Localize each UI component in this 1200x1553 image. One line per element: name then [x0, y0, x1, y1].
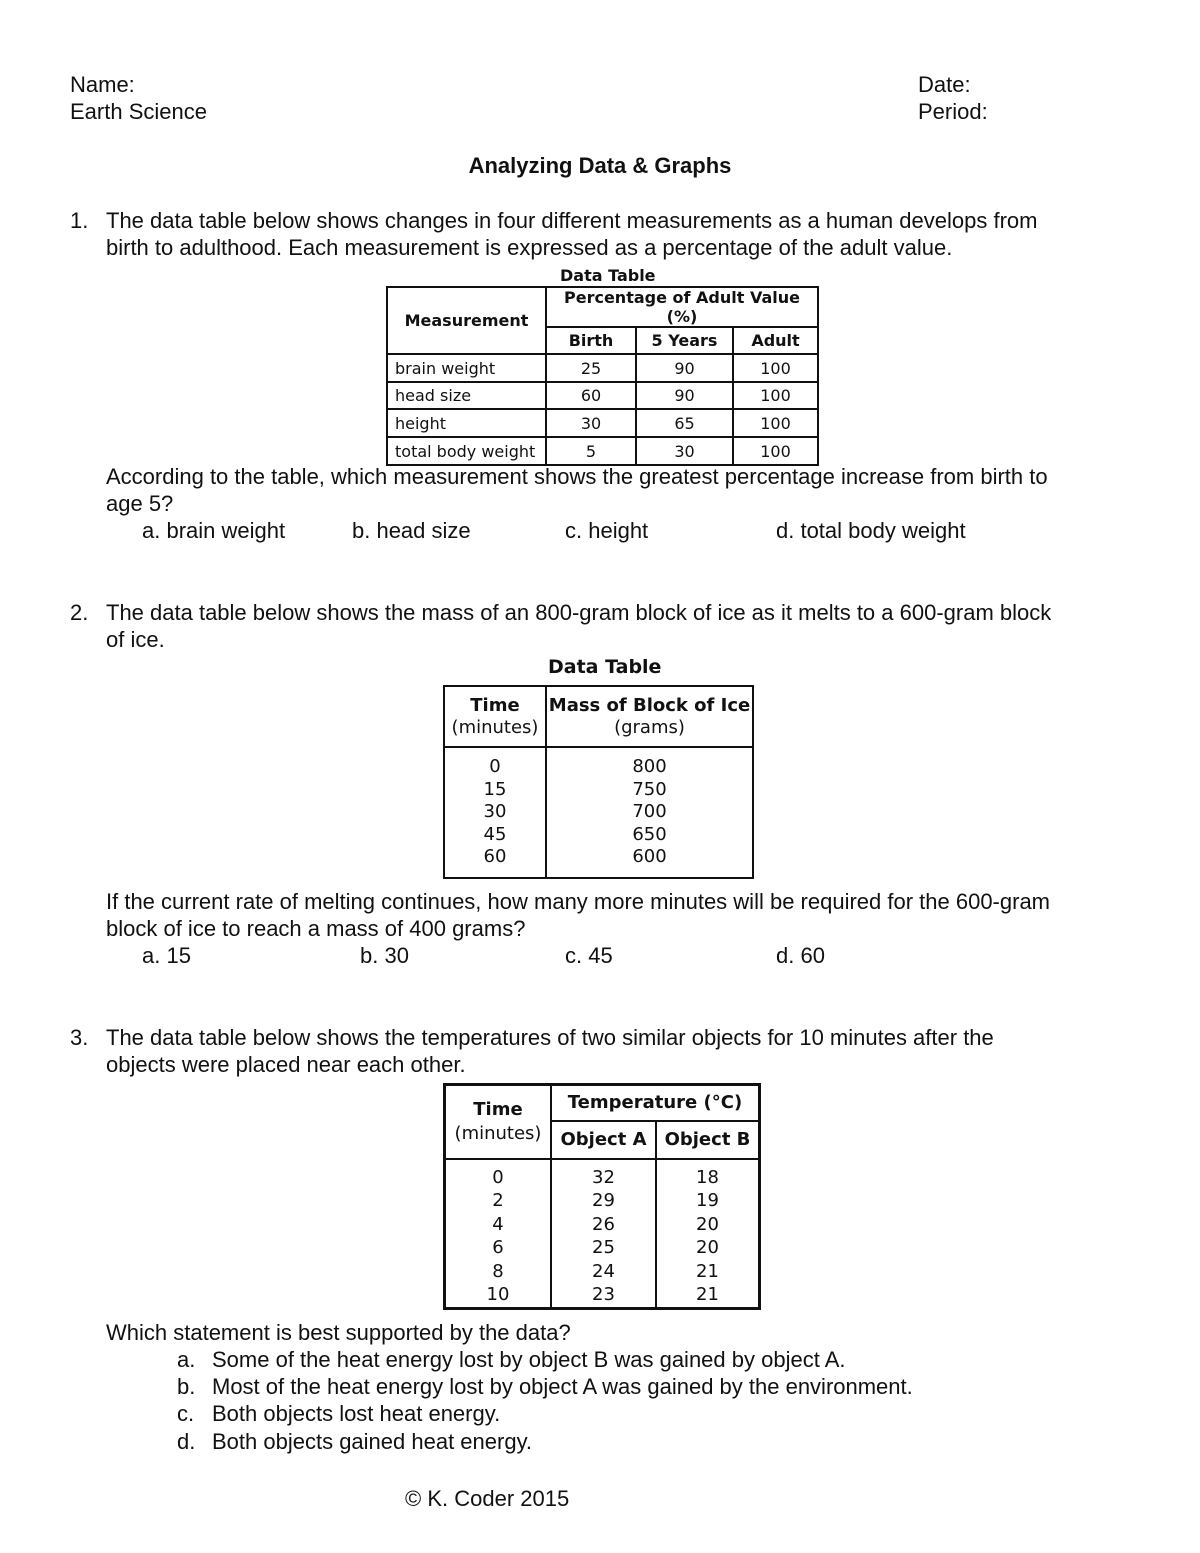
q3-time-column: [446, 1166, 550, 1308]
q3-option-b-letter: b.: [177, 1374, 196, 1399]
q3-object-b-column: [657, 1166, 758, 1308]
q2-prompt-line2: of ice.: [106, 627, 165, 652]
q3-option-d[interactable]: Both objects gained heat energy.: [212, 1429, 533, 1454]
cell: 29: [592, 1190, 615, 1212]
q3-col-time-unit: (minutes): [454, 1122, 542, 1144]
q2-data-table: [443, 685, 754, 879]
cell: 21: [696, 1284, 719, 1306]
q3-col-group: Temperature (°C): [551, 1085, 760, 1121]
cell: 25: [546, 354, 636, 382]
cell: 0: [489, 756, 501, 777]
q2-option-c[interactable]: c. 45: [565, 943, 613, 968]
cell: 30: [483, 801, 507, 822]
cell: 650: [632, 823, 667, 845]
cell: 30: [636, 437, 733, 465]
cell: 23: [592, 1284, 615, 1306]
cell: 100: [733, 354, 818, 382]
cell: 2: [492, 1190, 504, 1212]
cell: height: [387, 409, 546, 437]
q1-col-5years: 5 Years: [636, 327, 733, 354]
name-label: Name:: [70, 72, 135, 97]
q3-number: 3.: [70, 1025, 89, 1050]
q1-table-caption: Data Table: [560, 266, 656, 285]
cell: 45: [483, 823, 507, 845]
table-row: [387, 354, 818, 382]
cell: 100: [733, 382, 818, 409]
cell: 90: [636, 354, 733, 382]
cell: 4: [492, 1213, 504, 1235]
q1-number: 1.: [70, 208, 89, 233]
q1-question-line1: According to the table, which measurement shows the greatest percentage increase from birth to: [106, 464, 1048, 489]
table-row: [387, 437, 818, 465]
cell: 20: [696, 1237, 719, 1259]
cell: 60: [483, 846, 507, 867]
q2-option-a[interactable]: a. 15: [142, 943, 191, 968]
q2-col-time: Time: [470, 694, 520, 716]
cell: 20: [696, 1213, 719, 1235]
cell: 15: [483, 778, 507, 800]
date-label: Date:: [918, 72, 971, 97]
copyright-footer: © K. Coder 2015: [405, 1486, 570, 1511]
table-row: [387, 382, 818, 409]
q3-col-object-b: Object B: [656, 1121, 760, 1159]
q2-prompt-line1: The data table below shows the mass of an 800-gram block of ice as it melts to a 600-gram block: [106, 600, 1052, 625]
cell: 65: [636, 409, 733, 437]
cell: head size: [387, 382, 546, 409]
q1-option-b[interactable]: b. head size: [352, 518, 471, 543]
course-label: Earth Science: [70, 99, 207, 124]
q2-question-line1: If the current rate of melting continues, how many more minutes will be required for the 600-gram: [106, 889, 1051, 914]
cell: 60: [546, 382, 636, 409]
q3-data-table: [443, 1083, 761, 1310]
q1-prompt-line2: birth to adulthood. Each measurement is expressed as a percentage of the adult value.: [106, 235, 953, 260]
cell: 21: [696, 1260, 719, 1282]
q3-question: Which statement is best supported by the data?: [106, 1320, 571, 1345]
period-label: Period:: [918, 99, 988, 124]
cell: 18: [696, 1166, 719, 1188]
cell: 26: [592, 1213, 615, 1235]
cell: 8: [492, 1260, 504, 1282]
q2-col-mass-unit: (grams): [614, 716, 685, 738]
cell: 24: [592, 1260, 615, 1282]
q3-option-a[interactable]: Some of the heat energy lost by object B was gained by object A.: [212, 1347, 846, 1372]
cell: 30: [546, 409, 636, 437]
cell: 800: [632, 756, 667, 777]
cell: 750: [632, 778, 667, 800]
q3-prompt-line2: objects were placed near each other.: [106, 1052, 466, 1077]
cell: 19: [696, 1190, 719, 1212]
q1-col-measurement: Measurement: [387, 287, 546, 354]
q3-option-d-letter: d.: [177, 1429, 196, 1454]
q1-option-c[interactable]: c. height: [565, 518, 649, 543]
cell: 700: [632, 801, 667, 822]
q1-data-table: [386, 286, 819, 466]
q3-option-b[interactable]: Most of the heat energy lost by object A was gained by the environment.: [212, 1374, 913, 1399]
cell: 90: [636, 382, 733, 409]
q1-option-d[interactable]: d. total body weight: [776, 518, 966, 543]
q1-option-a[interactable]: a. brain weight: [142, 518, 286, 543]
cell: brain weight: [387, 354, 546, 382]
q2-mass-column: [547, 756, 752, 869]
q1-col-birth: Birth: [546, 327, 636, 354]
q2-col-time-unit: (minutes): [451, 716, 539, 738]
q3-col-object-a: Object A: [551, 1121, 656, 1159]
q2-option-d[interactable]: d. 60: [776, 943, 825, 968]
cell: 100: [733, 409, 818, 437]
q2-col-mass: Mass of Block of Ice: [548, 694, 751, 716]
q3-option-a-letter: a.: [177, 1347, 196, 1372]
q3-option-c-letter: c.: [177, 1401, 195, 1426]
q2-table-caption: Data Table: [548, 656, 662, 678]
q1-prompt-line1: The data table below shows changes in four different measurements as a human develops from: [106, 208, 1038, 233]
q2-time-column: [445, 756, 545, 869]
q2-question-line2: block of ice to reach a mass of 400 grams?: [106, 916, 526, 941]
cell: 0: [492, 1166, 504, 1188]
cell: 32: [592, 1166, 615, 1188]
cell: 5: [546, 437, 636, 465]
cell: total body weight: [387, 437, 546, 465]
cell: 10: [486, 1284, 510, 1306]
q3-prompt-line1: The data table below shows the temperatures of two similar objects for 10 minutes after the: [106, 1025, 994, 1050]
table-row: [387, 409, 818, 437]
q1-question-line2: age 5?: [106, 491, 174, 516]
cell: 6: [492, 1237, 504, 1259]
q3-col-time: Time: [473, 1098, 523, 1120]
q3-option-c[interactable]: Both objects lost heat energy.: [212, 1401, 501, 1426]
q2-number: 2.: [70, 600, 89, 625]
cell: 600: [632, 846, 667, 867]
cell: 100: [733, 437, 818, 465]
cell: 25: [592, 1237, 615, 1259]
q1-col-group: Percentage of Adult Value (%): [546, 287, 818, 327]
q3-object-a-column: [552, 1166, 655, 1308]
page-title: Analyzing Data & Graphs: [468, 153, 732, 178]
q1-col-adult: Adult: [733, 327, 818, 354]
q2-option-b[interactable]: b. 30: [360, 943, 409, 968]
